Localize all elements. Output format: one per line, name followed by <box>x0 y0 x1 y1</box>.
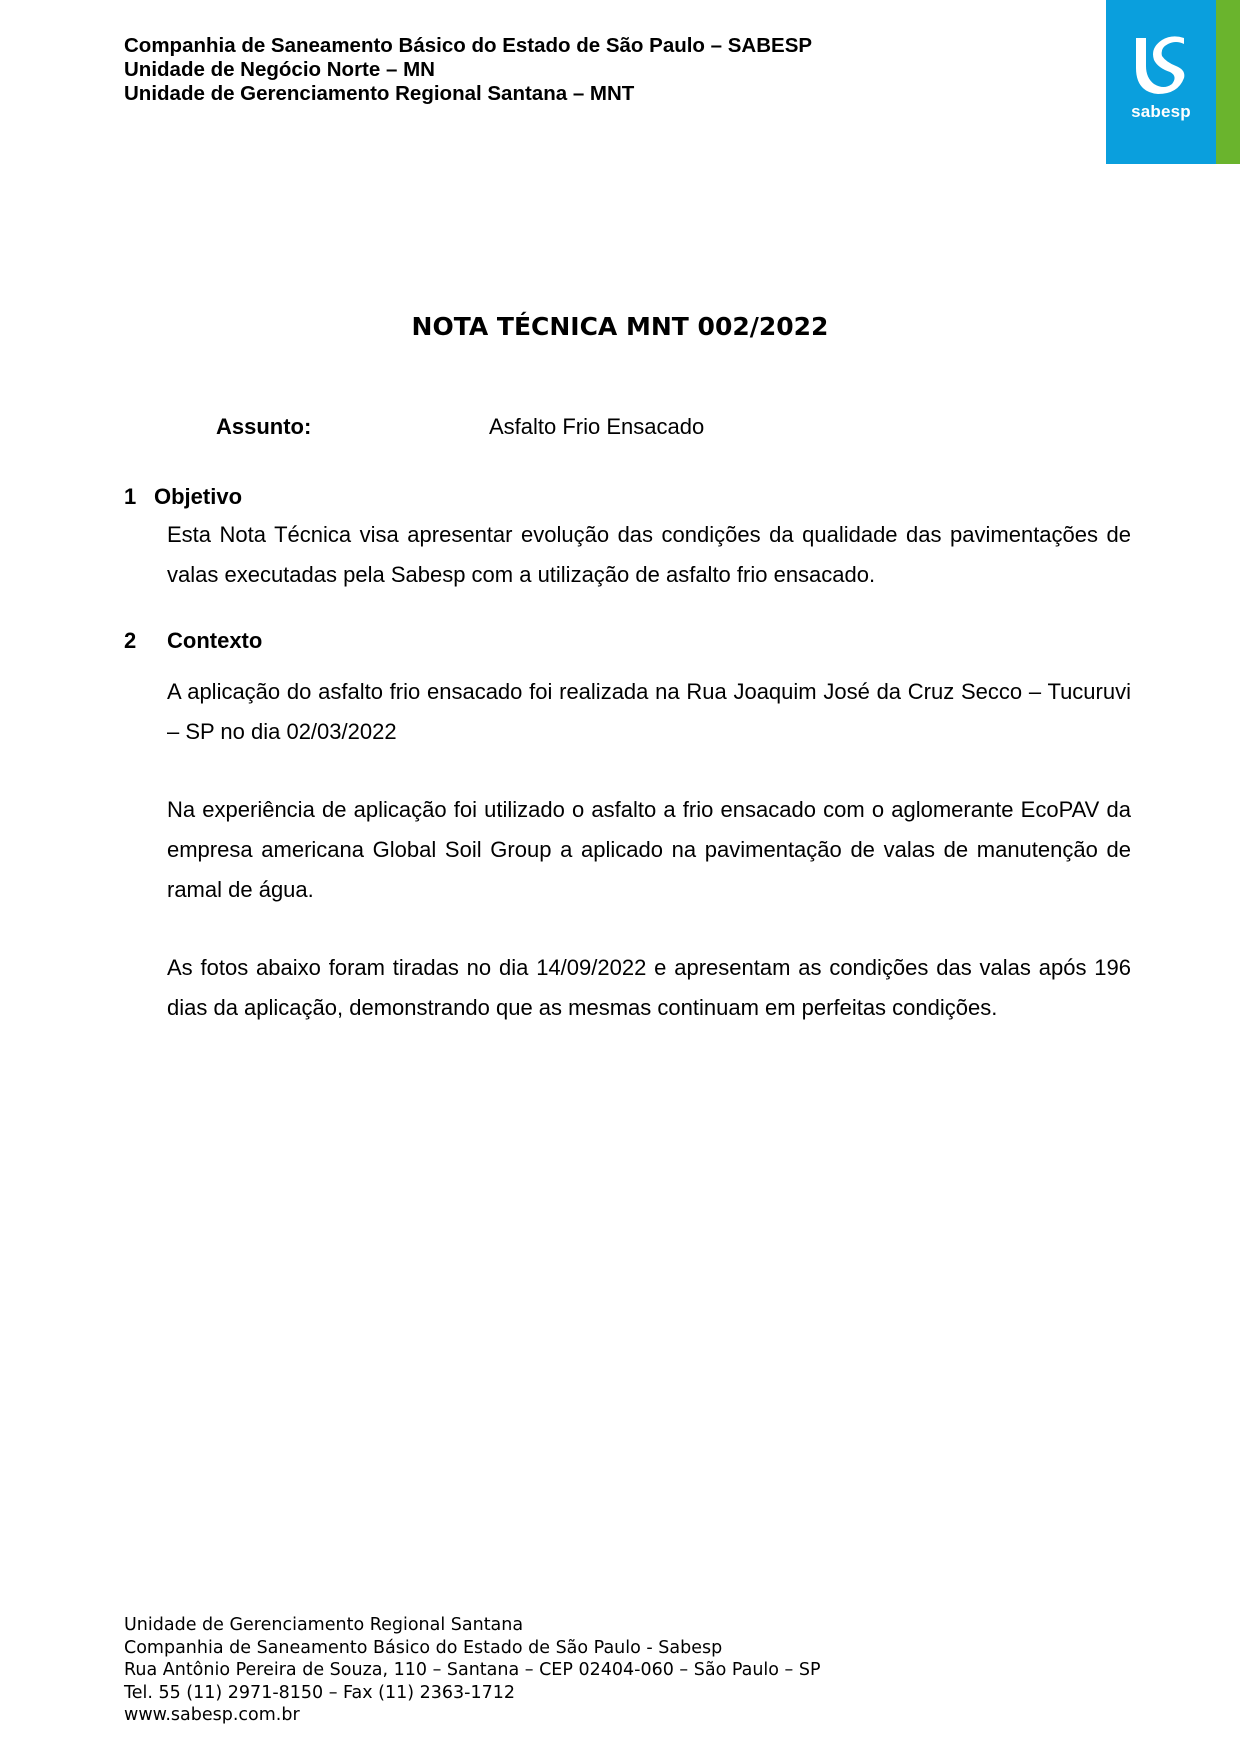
letterhead <box>124 34 812 106</box>
footer-unit: Unidade de Gerenciamento Regional Santana <box>124 1615 524 1635</box>
section-title: Contexto <box>167 628 263 653</box>
header-company: Companhia de Saneamento Básico do Estado de São Paulo – SABESP <box>124 34 813 57</box>
footer-company: Companhia de Saneamento Básico do Estado de São Paulo - Sabesp <box>124 1637 723 1658</box>
sabesp-mark-icon <box>1132 36 1190 98</box>
document-title: NOTA TÉCNICA MNT 002/2022 <box>411 312 829 341</box>
section-number: 2 <box>124 628 137 653</box>
footer-address: Rua Antônio Pereira de Souza, 110 – Santana – CEP 02404-060 – São Paulo – SP <box>124 1660 821 1680</box>
subject-label: Assunto: <box>216 414 312 439</box>
logo-green-stripe <box>1216 0 1240 164</box>
header-regional-unit: Unidade de Gerenciamento Regional Santana – MNT <box>124 82 635 105</box>
footer-website: www.sabesp.com.br <box>124 1705 300 1725</box>
logo-wordmark: sabesp <box>1131 102 1191 121</box>
header-business-unit: Unidade de Negócio Norte – MN <box>124 58 435 81</box>
contexto-paragraph-3: As fotos abaixo foram tiradas no dia 14/09/2022 e apresentam as condições das valas após 196 dias da aplicação, demonstrando que as mesmas continuam em perfeitas condições. <box>167 955 1131 1020</box>
section-title: Objetivo <box>154 484 243 509</box>
sabesp-logo <box>1106 0 1240 164</box>
page-footer <box>124 1614 821 1727</box>
objetivo-paragraph: Esta Nota Técnica visa apresentar evolução das condições da qualidade das pavimentações de valas executadas pela Sabesp com a utilização de asfalto frio ensacado. <box>167 522 1131 587</box>
subject-value: Asfalto Frio Ensacado <box>489 414 705 439</box>
footer-phone: Tel. 55 (11) 2971-8150 – Fax (11) 2363-1712 <box>124 1682 516 1703</box>
contexto-paragraph-1: A aplicação do asfalto frio ensacado foi realizada na Rua Joaquim José da Cruz Secco – Tucuruvi – SP no dia 02/03/2022 <box>167 679 1131 744</box>
contexto-paragraph-2: Na experiência de aplicação foi utilizado o asfalto a frio ensacado com o aglomerante EcoPAV da empresa americana Global Soil Group a aplicado na pavimentação de valas de manutenção de ramal de água. <box>167 797 1131 902</box>
section-number: 1 <box>124 484 137 509</box>
